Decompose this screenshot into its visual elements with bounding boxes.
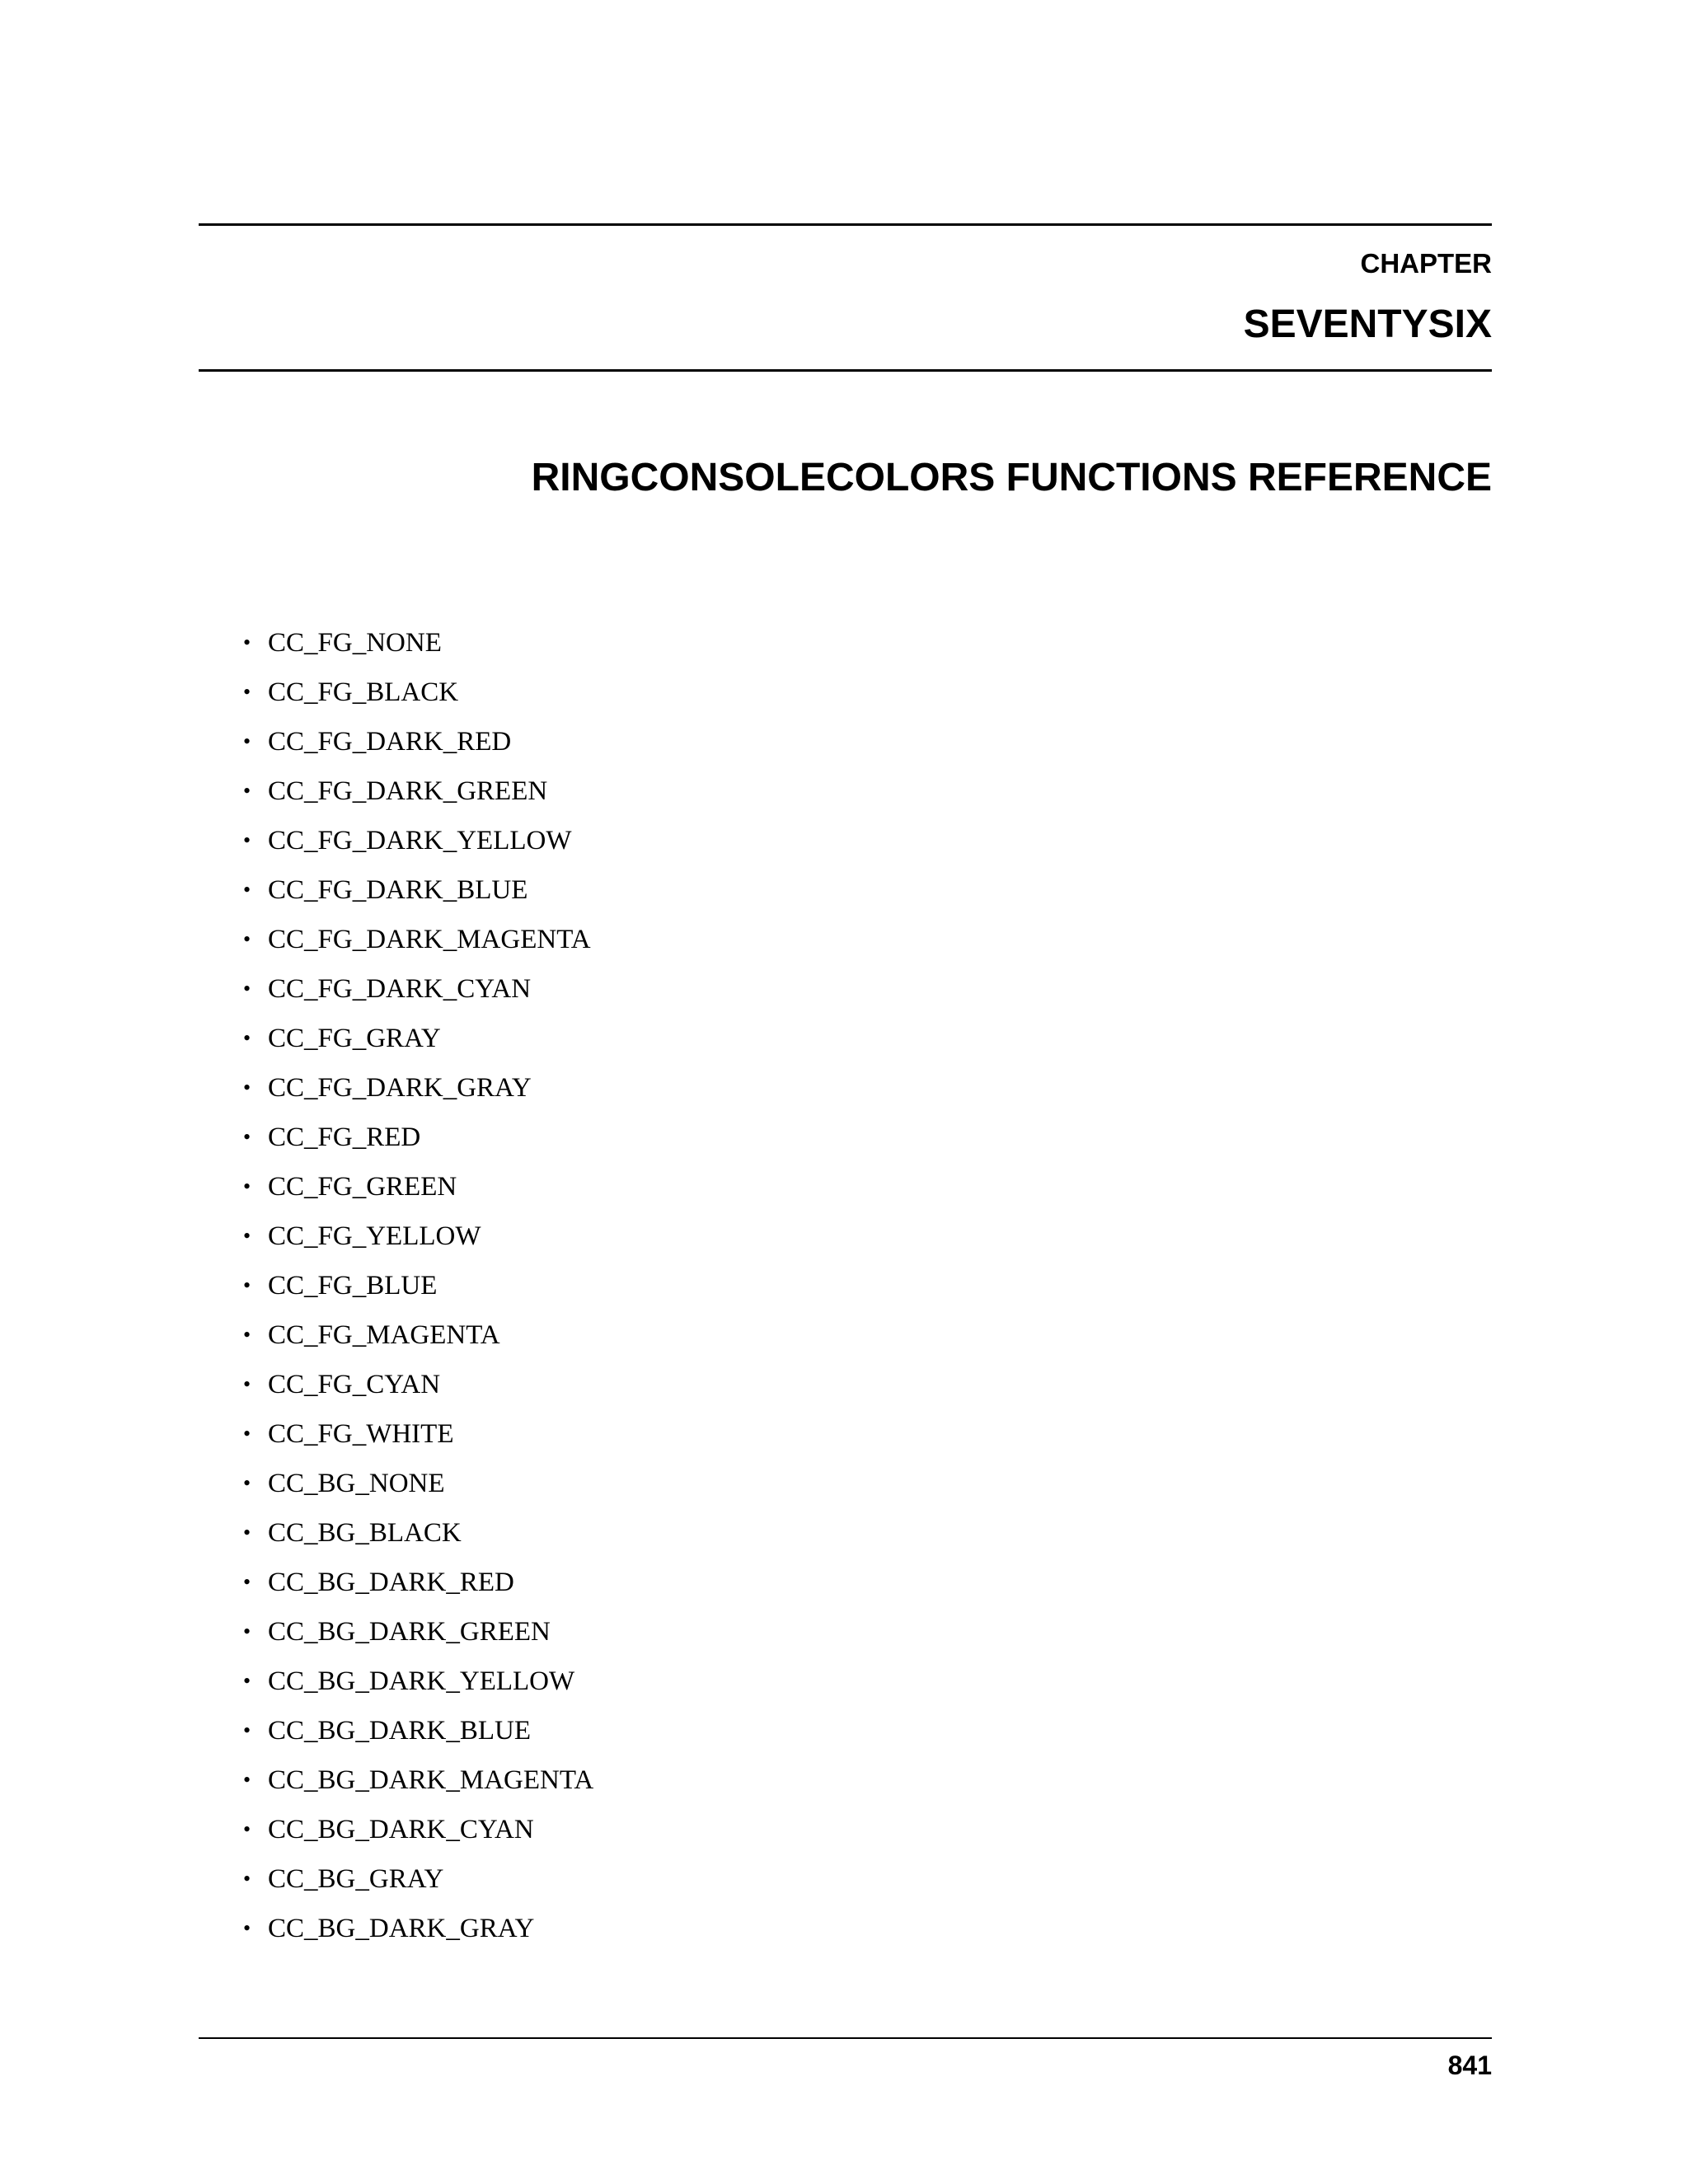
bullet-icon: • bbox=[243, 1224, 251, 1248]
bullet-icon: • bbox=[243, 1076, 251, 1099]
list-item bbox=[243, 1118, 593, 1168]
bullet-icon: • bbox=[243, 1026, 251, 1050]
list-item bbox=[243, 822, 593, 871]
function-name: CC_BG_DARK_GRAY bbox=[268, 1914, 535, 1943]
bullet-icon: • bbox=[243, 1916, 251, 1940]
function-name: CC_FG_MAGENTA bbox=[268, 1320, 500, 1350]
list-item bbox=[243, 1613, 593, 1662]
bullet-icon: • bbox=[243, 1372, 251, 1396]
function-name: CC_BG_DARK_RED bbox=[268, 1568, 514, 1597]
bullet-icon: • bbox=[243, 680, 251, 704]
function-name: CC_BG_NONE bbox=[268, 1469, 445, 1498]
bullet-icon: • bbox=[243, 1422, 251, 1446]
function-name: CC_FG_GREEN bbox=[268, 1172, 457, 1202]
function-name: CC_FG_DARK_RED bbox=[268, 727, 512, 757]
bullet-icon: • bbox=[243, 729, 251, 753]
function-name: CC_FG_BLUE bbox=[268, 1271, 438, 1301]
list-item bbox=[243, 1415, 593, 1465]
bullet-icon: • bbox=[243, 630, 251, 654]
list-item bbox=[243, 970, 593, 1019]
list-item bbox=[243, 1366, 593, 1415]
bullet-icon: • bbox=[243, 1125, 251, 1149]
function-name: CC_BG_DARK_CYAN bbox=[268, 1815, 534, 1844]
list-item bbox=[243, 1860, 593, 1910]
list-item bbox=[243, 1465, 593, 1514]
function-name: CC_BG_DARK_YELLOW bbox=[268, 1666, 575, 1696]
bullet-icon: • bbox=[243, 1174, 251, 1198]
bullet-icon: • bbox=[243, 828, 251, 852]
function-list bbox=[243, 624, 593, 1959]
list-item bbox=[243, 871, 593, 921]
list-item bbox=[243, 1761, 593, 1811]
list-item bbox=[243, 1811, 593, 1860]
list-item bbox=[243, 1217, 593, 1267]
list-item bbox=[243, 673, 593, 723]
function-name: CC_BG_DARK_MAGENTA bbox=[268, 1765, 594, 1795]
bullet-icon: • bbox=[243, 779, 251, 803]
function-name: CC_FG_DARK_YELLOW bbox=[268, 826, 572, 855]
list-item bbox=[243, 1069, 593, 1118]
function-name: CC_FG_WHITE bbox=[268, 1419, 454, 1449]
function-name: CC_FG_DARK_CYAN bbox=[268, 974, 532, 1004]
function-name: CC_FG_DARK_BLUE bbox=[268, 875, 528, 905]
function-name: CC_FG_DARK_MAGENTA bbox=[268, 925, 591, 954]
list-item bbox=[243, 624, 593, 673]
function-name: CC_BG_BLACK bbox=[268, 1518, 462, 1548]
bullet-icon: • bbox=[243, 1669, 251, 1693]
chapter-bottom-rule bbox=[199, 369, 1492, 372]
function-name: CC_FG_CYAN bbox=[268, 1370, 441, 1399]
bullet-icon: • bbox=[243, 1521, 251, 1544]
function-name: CC_FG_NONE bbox=[268, 628, 442, 658]
function-name: CC_BG_DARK_GREEN bbox=[268, 1617, 551, 1647]
bullet-icon: • bbox=[243, 1471, 251, 1495]
bullet-icon: • bbox=[243, 1768, 251, 1792]
bullet-icon: • bbox=[243, 1323, 251, 1347]
list-item bbox=[243, 1267, 593, 1316]
footer-rule bbox=[199, 2037, 1492, 2039]
chapter-top-rule bbox=[199, 223, 1492, 226]
bullet-icon: • bbox=[243, 1619, 251, 1643]
list-item bbox=[243, 1019, 593, 1069]
list-item bbox=[243, 772, 593, 822]
bullet-icon: • bbox=[243, 927, 251, 951]
bullet-icon: • bbox=[243, 1817, 251, 1841]
list-item bbox=[243, 1712, 593, 1761]
list-item bbox=[243, 921, 593, 970]
list-item bbox=[243, 1316, 593, 1366]
list-item bbox=[243, 1563, 593, 1613]
bullet-icon: • bbox=[243, 1570, 251, 1594]
list-item bbox=[243, 1168, 593, 1217]
bullet-icon: • bbox=[243, 1273, 251, 1297]
function-name: CC_FG_DARK_GREEN bbox=[268, 776, 548, 806]
function-name: CC_FG_BLACK bbox=[268, 677, 459, 707]
list-item bbox=[243, 723, 593, 772]
bullet-icon: • bbox=[243, 878, 251, 902]
function-name: CC_BG_DARK_BLUE bbox=[268, 1716, 532, 1746]
bullet-icon: • bbox=[243, 1718, 251, 1742]
function-name: CC_FG_GRAY bbox=[268, 1024, 441, 1053]
page-title: RINGCONSOLECOLORS FUNCTIONS REFERENCE bbox=[531, 456, 1492, 499]
function-name: CC_FG_RED bbox=[268, 1122, 421, 1152]
page-number: 841 bbox=[1447, 2050, 1492, 2080]
list-item bbox=[243, 1910, 593, 1959]
function-name: CC_FG_YELLOW bbox=[268, 1221, 481, 1251]
chapter-number: SEVENTYSIX bbox=[1243, 302, 1492, 346]
bullet-icon: • bbox=[243, 977, 251, 1001]
list-item bbox=[243, 1514, 593, 1563]
chapter-label: CHAPTER bbox=[1360, 248, 1492, 279]
list-item bbox=[243, 1662, 593, 1712]
function-name: CC_BG_GRAY bbox=[268, 1864, 444, 1894]
function-name: CC_FG_DARK_GRAY bbox=[268, 1073, 532, 1103]
bullet-icon: • bbox=[243, 1867, 251, 1891]
